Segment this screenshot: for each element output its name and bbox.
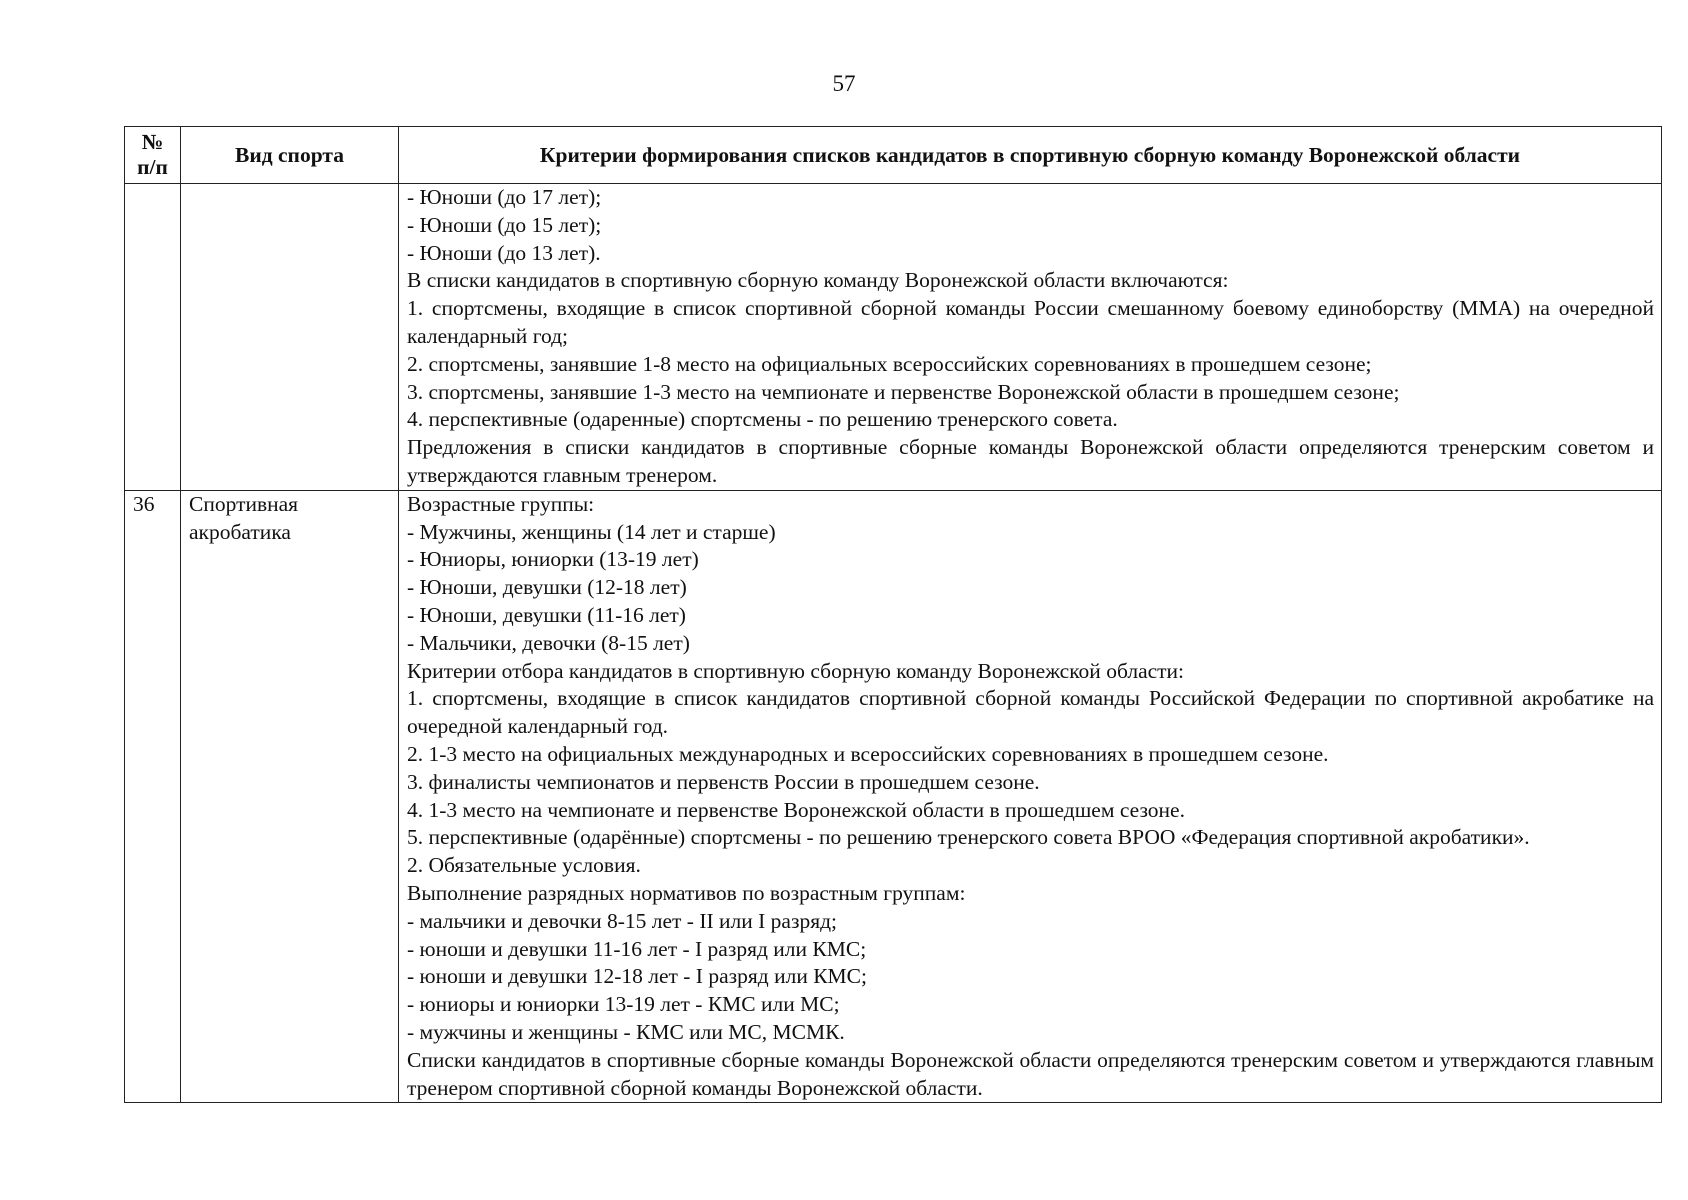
criteria-line: - Мальчики, девочки (8-15 лет) xyxy=(407,630,690,655)
criteria-line: 5. перспективные (одарённые) спортсмены - по решению тренерского совета ВРОО «Федерация спортивной акробатики». xyxy=(407,825,1530,850)
criteria-line: Предложения в списки кандидатов в спортивные сборные команды Воронежской области определяются тренерским советом и утверждаются главным тренером. xyxy=(407,435,1654,487)
criteria-line: 3. финалисты чемпионатов и первенств России в прошедшем сезоне. xyxy=(407,769,1040,794)
table-body xyxy=(125,184,1662,1103)
criteria-line: - Юноши, девушки (11-16 лет) xyxy=(407,602,686,627)
criteria-line: - мужчины и женщины - КМС или МС, МСМК. xyxy=(407,1019,845,1044)
criteria-line: - юниоры и юниорки 13-19 лет - КМС или МС; xyxy=(407,992,840,1017)
criteria-line: 2. Обязательные условия. xyxy=(407,853,641,878)
criteria-line: Выполнение разрядных нормативов по возрастным группам: xyxy=(407,880,966,905)
table-header-row xyxy=(125,127,1662,184)
criteria-line: 2. спортсмены, занявшие 1-8 место на официальных всероссийских соревнованиях в прошедшем сезоне; xyxy=(407,351,1372,376)
criteria-line: - Мужчины, женщины (14 лет и старше) xyxy=(407,519,776,544)
criteria-line: - Юноши (до 13 лет). xyxy=(407,240,601,265)
criteria-line: Критерии отбора кандидатов в спортивную сборную команду Воронежской области: xyxy=(407,658,1185,683)
criteria-line: - Юноши, девушки (12-18 лет) xyxy=(407,575,687,600)
page-number: 57 xyxy=(832,71,856,96)
criteria-line: Возрастные группы: xyxy=(407,491,595,516)
row-criteria xyxy=(399,490,1662,1103)
header-number: № п/п xyxy=(125,127,181,184)
row-sport xyxy=(181,184,399,491)
criteria-line: - юноши и девушки 11-16 лет - I разряд или КМС; xyxy=(407,936,867,961)
criteria-line: 4. 1-3 место на чемпионате и первенстве Воронежской области в прошедшем сезоне. xyxy=(407,797,1185,822)
table-row xyxy=(125,184,1662,491)
criteria-line: В списки кандидатов в спортивную сборную команду Воронежской области включаются: xyxy=(407,268,1229,293)
header-criteria: Критерии формирования списков кандидатов в спортивную сборную команду Воронежской области xyxy=(399,127,1662,184)
criteria-line: 4. перспективные (одаренные) спортсмены - по решению тренерского совета. xyxy=(407,407,1118,432)
criteria-line: - юноши и девушки 12-18 лет - I разряд или КМС; xyxy=(407,964,867,989)
criteria-line: 1. спортсмены, входящие в список спортивной сборной команды России смешанному боевому единоборству (ММА) на очередной календарный год; xyxy=(407,296,1654,348)
criteria-line: Списки кандидатов в спортивные сборные команды Воронежской области определяются тренерским советом и утверждаются главным тренером спортивной сборной команды Воронежской области. xyxy=(407,1047,1654,1100)
header-sport: Вид спорта xyxy=(181,127,399,184)
row-sport: Спортивная акробатика xyxy=(181,490,399,1103)
criteria-line: - Юниоры, юниорки (13-19 лет) xyxy=(407,547,699,572)
criteria-line: - Юноши (до 17 лет); xyxy=(407,185,602,209)
row-criteria xyxy=(399,184,1662,491)
criteria-line: 3. спортсмены, занявшие 1-3 место на чемпионате и первенстве Воронежской области в прошедшем сезоне; xyxy=(407,379,1400,404)
criteria-line: - Юноши (до 15 лет); xyxy=(407,212,602,237)
criteria-line: 2. 1-3 место на официальных международных и всероссийских соревнованиях в прошедшем сезоне. xyxy=(407,741,1329,766)
criteria-line: - мальчики и девочки 8-15 лет - II или I разряд; xyxy=(407,908,838,933)
row-number: 36 xyxy=(125,490,181,1103)
criteria-table xyxy=(124,126,1662,1103)
criteria-line: 1. спортсмены, входящие в список кандидатов спортивной сборной команды Российской Федерации по спортивной акробатике на очередной календарный год. xyxy=(407,686,1654,739)
row-number xyxy=(125,184,181,491)
table-row xyxy=(125,490,1662,1103)
